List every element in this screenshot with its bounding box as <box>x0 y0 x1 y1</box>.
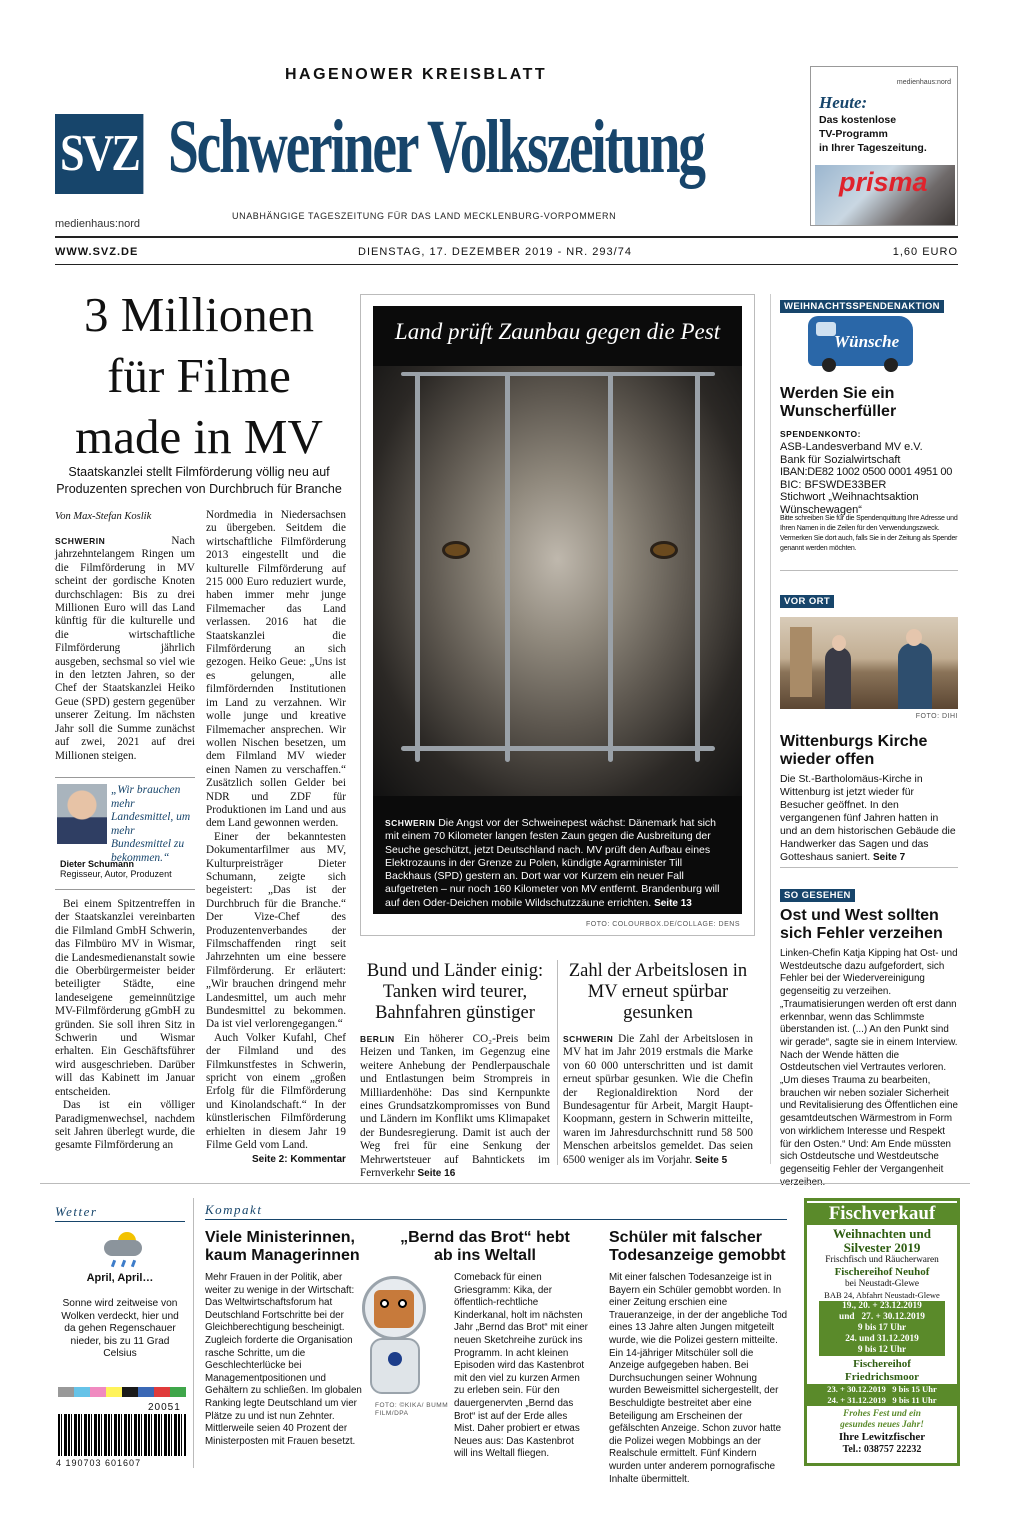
fence-rail-top <box>401 372 715 376</box>
quote-name: Dieter Schumann <box>60 859 135 869</box>
lead-page-ref[interactable]: Seite 2: Kommentar <box>252 1154 346 1165</box>
fish-ad[interactable] <box>804 1198 960 1466</box>
ad-line7: 19., 20. + 23.12.2019 <box>819 1301 945 1312</box>
sidebar-tag-vorort: VOR ORT <box>780 589 834 608</box>
kompakt-text-1: Mehr Frauen in der Politik, aber weiter zu wenige in der Wirtschaft: Das Weltwirtschaftsforum hat Deutschland Fortschritte bei der Gleichberechtigung bescheinigt. Zugleich forderte die Organisation rasche Schritte, um die Geschlechterlücke bei Managementpositionen und Gehältern zu schließen. Im globalen Ranking legte Deutschland um vier Plätze zu und ist nun Zehnter. Mittlerweile seien 40 Prozent der Ministerposten mit Frauen besetzt. <box>205 1272 362 1447</box>
promo-publisher: medienhaus:nord <box>896 79 951 86</box>
kompakt-headline-2[interactable]: „Bernd das Brot“ hebt ab ins Weltall <box>400 1229 570 1264</box>
fence-bar-3 <box>608 372 613 762</box>
sidebar-ref-2[interactable]: Seite 7 <box>873 852 906 863</box>
lead-col2-p3: Auch Volker Kufahl, Chef der Filmland und des Filmkunstfestes in Schwerin, spricht von einem „großen Erfolg für die Filmförderung und Kinolandschaft.“ In der künstlerischen Filmförderung erhielten in diesem Jahr 19 Filme Geld vom Land. <box>206 1031 346 1152</box>
lead-column-1b <box>55 898 195 1153</box>
lead-subhead <box>48 464 350 498</box>
kompakt-label: Kompakt <box>205 1202 263 1217</box>
barcode-top-number: 20051 <box>148 1402 181 1413</box>
color-bar <box>58 1387 186 1397</box>
tank-text: Ein höherer CO₂-Preis beim Heizen und Tanken, im Gegenzug eine weitere Anhebung der Pendlerpauschale und Entlastungen beim Strompreis in Milliardenhöhe: Das sind Kernpunkte eines Grundsatzkompromisses von Bund und Ländern im Konflikt ums Klimapaket der Bundesregierung. Damit ist auch der Weg frei für eine Senkung der Mehrwertsteuer auf Bahntickets im Fernverkehr <box>360 1033 550 1180</box>
ad-line12: Fischereihof <box>853 1358 911 1370</box>
quote-role: Regisseur, Autor, Produzent <box>60 869 172 879</box>
lead-subhead-line2: Produzenten sprechen von Durchbruch für Branche <box>56 482 342 496</box>
lead-col1-p2: Bei einem Spitzentreffen in der Staatskanzlei vereinbarten die Filmland GmbH Schwerin, das Filmbüro MV in Wismar, die Landesmedienanstalt sowie die Oberbürgermeister beider beteiligter Städte, eine landeseigene gemeinnützige MV-Filmförderung gGmbH zu gründen. Sie soll ihren Sitz in Schwerin und Wismar erhalten. Ein Geschäftsführer wird ausgeschrieben. Darüber will das Kabinett im Januar entscheiden. <box>55 898 195 1098</box>
photo-story-title: Land prüft Zaunbau gegen die Pest <box>394 319 721 344</box>
promo-line2: TV-Programm <box>819 128 888 140</box>
church-photo <box>780 617 958 709</box>
ad-line8: und 27. + 30.12.2019 <box>819 1312 945 1323</box>
photo-kicker: SCHWERIN <box>385 818 436 828</box>
konto-iban: IBAN:DE82 1002 0500 0001 4951 00 <box>780 466 953 478</box>
konto-line2: Bank für Sozialwirtschaft <box>780 453 901 466</box>
photo-page-ref[interactable]: Seite 13 <box>654 897 692 909</box>
lead-col1-p1: Nach jahrzehntelangem Ringen um die Filmförderung in MV scheint der gordische Knoten durchschlagen: Bis zu drei Millionen Euro will das Land künftig für die kulturelle und die wirtschaftliche Filmförderung jährlich ausgeben, sechsmal so viel wie in den letzten Jahren, so der Chef der Staatskanzlei Heiko Geue (SPD) gestern gegenüber unserer Zeitung. Im nächsten Jahr soll die Summe zunächst auf zwei, 2021 auf drei Millionen steigen. <box>55 535 195 762</box>
konto-stichwort: Stichwort „Weihnachtsaktion Wünschewagen“ <box>780 491 919 516</box>
kompakt-photo-credit: FOTO: ©KIKA/ BUMM FILM/DPA <box>375 1402 449 1417</box>
ad-line3: Frischfisch und Räucherwaren <box>825 1255 939 1265</box>
sidebar-headline-1[interactable]: Werden Sie ein Wunscherfüller <box>780 385 897 420</box>
lead-headline-line1: 3 Millionen <box>83 287 315 342</box>
ad-line17: gesundes neues Jahr! <box>840 1420 924 1430</box>
tank-kicker: BERLIN <box>360 1034 395 1044</box>
kompakt-text-2: Comeback für einen Griesgramm: Kika, der öffentlich-rechtliche Kinderkanal, holt im nächsten Jahr „Bernd das Brot“ mit einer neuen Sketchreihe zurück ins Programm. In acht kleinen Episoden wird das Kastenbrot mit den viel zu kurzen Armen zu erleben sein. Für den dauergenervten „Bernd das Brot“ ist auf der Erde alles Mist. Daher probiert er etwas Neues aus: Das Kastenbrot will ins Weltall fliegen. <box>454 1272 588 1460</box>
regional-edition: HAGENOWER KREISBLATT <box>285 66 548 83</box>
sidebar-tag-spende: WEIHNACHTSSPENDENAKTION <box>780 294 944 313</box>
ad-line11: 9 bis 12 Uhr <box>819 1345 945 1356</box>
ad-line15: 24. + 31.12.2019 9 bis 11 Uhr <box>807 1395 957 1406</box>
ad-line2: Silvester 2019 <box>843 1240 921 1255</box>
lead-subhead-line1: Staatskanzlei stellt Filmförderung völlig neu auf <box>68 465 330 479</box>
photo-story-caption <box>385 817 731 910</box>
wuenschewagen-bus-icon <box>808 316 913 366</box>
ad-line13: Friedrichsmoor <box>845 1371 919 1383</box>
sidebar-headline-2[interactable]: Wittenburgs Kirche wieder offen <box>780 733 928 768</box>
fence-rail <box>401 746 715 751</box>
lead-column-1 <box>55 535 195 763</box>
konto-bic: BIC: BFSWDE33BER <box>780 478 887 491</box>
svz-logo-box <box>55 114 143 194</box>
ad-line16: Frohes Fest und ein <box>843 1409 921 1419</box>
promo-line3: in Ihrer Tageszeitung. <box>819 142 927 154</box>
quote-portrait <box>57 784 107 844</box>
right-eye <box>653 544 675 556</box>
newspaper-title: Schweriner Volkszeitung <box>168 105 704 189</box>
photo-credit: FOTO: COLOURBOX.DE/COLLAGE: DENS <box>586 921 740 928</box>
dateline: DIENSTAG, 17. DEZEMBER 2019 - NR. 293/74 <box>358 246 632 258</box>
kompakt-headline-1[interactable]: Viele Ministerinnen, kaum Managerinnen <box>205 1229 360 1264</box>
lead-col2-p1: Nordmedia in Niedersachsen zu übergeben. Seitdem die wirtschaftliche Filmförderung 2013 eingestellt und die kulturelle Filmförderung auf 215 000 Euro reduziert wurde, haben immer mehr junge Filmemacher das Land verlassen. 2016 hat die Staatskanzlei die Filmförderung an sich gezogen. Heiko Geue: „Uns ist es gelungen, alle filmfördernden Institutionen im Land zu verzahnen. Wir wolle junge und kreative Filmemacher ansprechen. Wir wollen Nischen besetzen, um dem Filmland MV wieder einen Namen zu verschaffen.“ Zusätzlich sollen Gelder bei NDR und ZDF für Produktionen im Land und aus dem Land gewonnen werden. <box>206 509 346 830</box>
lead-byline: Von Max-Stefan Koslik <box>55 511 152 522</box>
bus-label: Wünsche <box>834 332 900 351</box>
sidebar-text-2: Die St.-Bartholomäus-Kirche in Wittenburg ist jetzt wieder für Besucher geöffnet. In den vergangenen fünf Jahren hatten in und an dem historischen Gebäude die Handwerker das Sagen und das Gotteshaus saniert. Seite 7 <box>780 774 956 863</box>
boar-face <box>373 366 742 796</box>
kompakt-headline-3[interactable]: Schüler mit falscher Todesanzeige gemobbt <box>609 1229 786 1264</box>
fence-bar-1 <box>415 372 420 762</box>
left-eye <box>445 544 467 556</box>
svz-logo-text: SVZ <box>60 125 139 182</box>
barcode-number: 4 190703 601607 <box>56 1458 142 1468</box>
sidebar-tag-sogesehen: SO GESEHEN <box>780 883 855 902</box>
fence-bar-2 <box>505 372 510 762</box>
church-photo-credit: FOTO: DIHI <box>915 713 958 720</box>
weather-text: Sonne wird zeitweise von Wolken verdeckt, hier und da gehen Regenschauer nieder, bis zu 11 Grad Celsius <box>61 1298 179 1359</box>
lead-quote: „Wir brauchen mehr Landesmittel, um mehr Bundesmittel zu bekommen.“ <box>111 784 191 864</box>
jobs-text: Die Zahl der Arbeitslosen in MV hat im Jahr 2019 erstmals die Marke von 60 000 unterschritten und ist damit erneut spürbar gesunken. Wie die Chefin der Regionaldirektion Nord der Bundesagentur für Arbeit, Margit Haupt-Koopmann, gestern in Schwerin mitteilte, waren im Jahresdurchschnitt rund 58 500 Menschen arbeitslos gemeldet. Das seien 6500 weniger als im Vorjahr. <box>563 1033 753 1166</box>
jobs-body <box>563 1033 753 1167</box>
ad-line19: Tel.: 038757 22232 <box>842 1444 922 1455</box>
prisma-brand: prisma <box>839 167 928 197</box>
photo-caption-text: Die Angst vor der Schweinepest wächst: Dänemark hat sich mit einem 70 Kilometer langen festen Zaun gegen die Ausbreitung der Seuche geschützt, jetzt Deutschland nach. MV prüft den Aufbau eines Elektrozauns in der Grenze zu Polen, kündigte Agrarminister Till Backhaus (SPD) gestern an. Dort war vor Kurzem ein neuer Fall aufgetreten – nur noch 160 Kilometer von MV entfernt. Brandenburg will auf den Oder-Deichen mobile Wildschutzzäune errichten. <box>385 817 720 909</box>
fence-bar-4 <box>695 372 700 762</box>
promo-heute: Heute: <box>819 93 868 112</box>
ad-line9: 9 bis 17 Uhr <box>819 1323 945 1334</box>
sidebar-headline-3[interactable]: Ost und West sollten sich Fehler verzeihen <box>780 907 943 942</box>
sidebar-text-3: Linken-Chefin Katja Kipping hat Ost- und Westdeutsche dazu aufgefordert, sich Fehler bei der Wiedervereinigung gegenseitig zu verzeihen. „Traumatisierungen werden oft erst dann erkennbar, wenn das Schlimmste überstanden ist. (...) An den Punkt sind wir gerade“, sagte sie in einem Interview. Nach der Wende hätten die Ostdeutschen viel Vertrautes verloren. „Um dieses Trauma zu bearbeiten, brauchen wir neben sozialer Sicherheit und Revitalisierung des Öffentlichen eine gesamtdeutschen Wärmestrom in Form von wirklichem Interesse und Respekt für den Osten.“ Und: Am Ende müssten sich Ostdeutsche und Westdeutsche gegenseitig Fehler der Vergangenheit <box>780 948 958 1175</box>
ad-line4: Fischereihof Neuhof <box>834 1266 930 1278</box>
publisher-logo: medienhaus:nord <box>55 218 141 230</box>
konto-label: SPENDENKONTO: <box>780 429 861 439</box>
slogan: UNABHÄNGIGE TAGESZEITUNG FÜR DAS LAND MECKLENBURG-VORPOMMERN <box>232 211 617 221</box>
jobs-kicker: SCHWERIN <box>563 1034 614 1044</box>
lead-headline-line2: für Filme <box>107 348 291 403</box>
konto-note: Bitte schreiben Sie für die Spendenquittung Ihre Adresse und Ihren Namen in die Zeilen für den Verwendungszweck. Vermerken Sie dort auch, falls Sie in der Zeitung als Spender genannt werden möchten. <box>780 515 958 552</box>
jobs-headline[interactable]: Zahl der Arbeitslosen in MV erneut spürbar gesunken <box>568 961 748 1023</box>
tv-promo-box[interactable] <box>810 66 958 226</box>
photo-story-box[interactable] <box>360 294 755 936</box>
ad-line6: BAB 24, Abfahrt Neustadt-Glewe <box>824 1290 940 1300</box>
barcode-image <box>58 1414 186 1456</box>
promo-line1: Das kostenlose <box>819 114 897 126</box>
lead-column-2 <box>206 509 346 1153</box>
price: 1,60 EURO <box>892 246 958 258</box>
prisma-magazine-image <box>815 165 955 225</box>
ad-line5: bei Neustadt-Glewe <box>844 1279 920 1289</box>
tank-page-ref[interactable]: Seite 16 <box>417 1168 456 1180</box>
lead-col1-p3: Das ist ein völliger Paradigmenwechsel, nachdem seit Jahren überlegt wurde, die gesamte Filmförderung an <box>55 1099 195 1152</box>
tank-headline[interactable]: Bund und Länder einig: Tanken wird teurer, Bahnfahren günstiger <box>366 961 544 1023</box>
jobs-page-ref[interactable]: Seite 5 <box>694 1154 728 1166</box>
weather-label: Wetter <box>55 1204 98 1219</box>
ad-line10: 24. und 31.12.2019 <box>819 1334 945 1345</box>
lead-headline-line3: made in MV <box>75 409 323 464</box>
kompakt-text-3: Mit einer falschen Todesanzeige ist in Bayern ein Schüler gemobbt worden. In einer Zeitung erschien eine Traueranzeige, in der der angebliche Tod eines 13 Jahre alten Jungen mitgeteilt wurde, wie die Polizei gestern mitteilte. Ein 14-jähriger Mitschüler soll die Anzeige aufgegeben haben. Bei Durchsuchungen seiner Wohnung wurden Beweismittel sichergestellt, der Beschuldigte bestreitet aber eine Beteiligung am Erscheinen der gefälschten Anzeige. Schon zuvor hatte die Polizei wegen Mobbings an der Realschule ermittelt. Fünf Kindern wurden unter anderem pornografische Inhalte übermittelt. <box>609 1272 788 1485</box>
website[interactable]: WWW.SVZ.DE <box>55 246 139 258</box>
ad-line1: Weihnachten und <box>833 1226 931 1241</box>
konto-details <box>780 441 960 516</box>
konto-line1: ASB-Landesverband MV e.V. <box>780 441 923 453</box>
ad-line18: Ihre Lewitzfischer <box>838 1431 926 1443</box>
lead-kicker: SCHWERIN <box>55 536 106 546</box>
weather-headline: April, April… <box>86 1272 154 1284</box>
lead-col2-p2: Einer der bekanntesten Dokumentarfilmer aus MV, Kulturpreisträger Dieter Schumann, zeigte sich begeistert: „Das ist der Durchbruch für die Branche.“ Der Vize-Chef des Produzentenverbandes der Filmschaffenden ringt seit Jahrzehnten um eine bessere Filmförderung. Er erläutert: „Wir brauchen dringend mehr Landesmittel, um auch mehr Bundesmittel zu bekommen. Da ist viel verlorengegangen.“ <box>206 830 346 1031</box>
ad-title: Fischverkauf <box>806 1203 958 1225</box>
lead-headline[interactable] <box>48 284 350 467</box>
rain-cloud-icon <box>104 1232 144 1268</box>
ad-line14: 23. + 30.12.2019 9 bis 15 Uhr <box>807 1384 957 1395</box>
tank-body <box>360 1033 550 1180</box>
